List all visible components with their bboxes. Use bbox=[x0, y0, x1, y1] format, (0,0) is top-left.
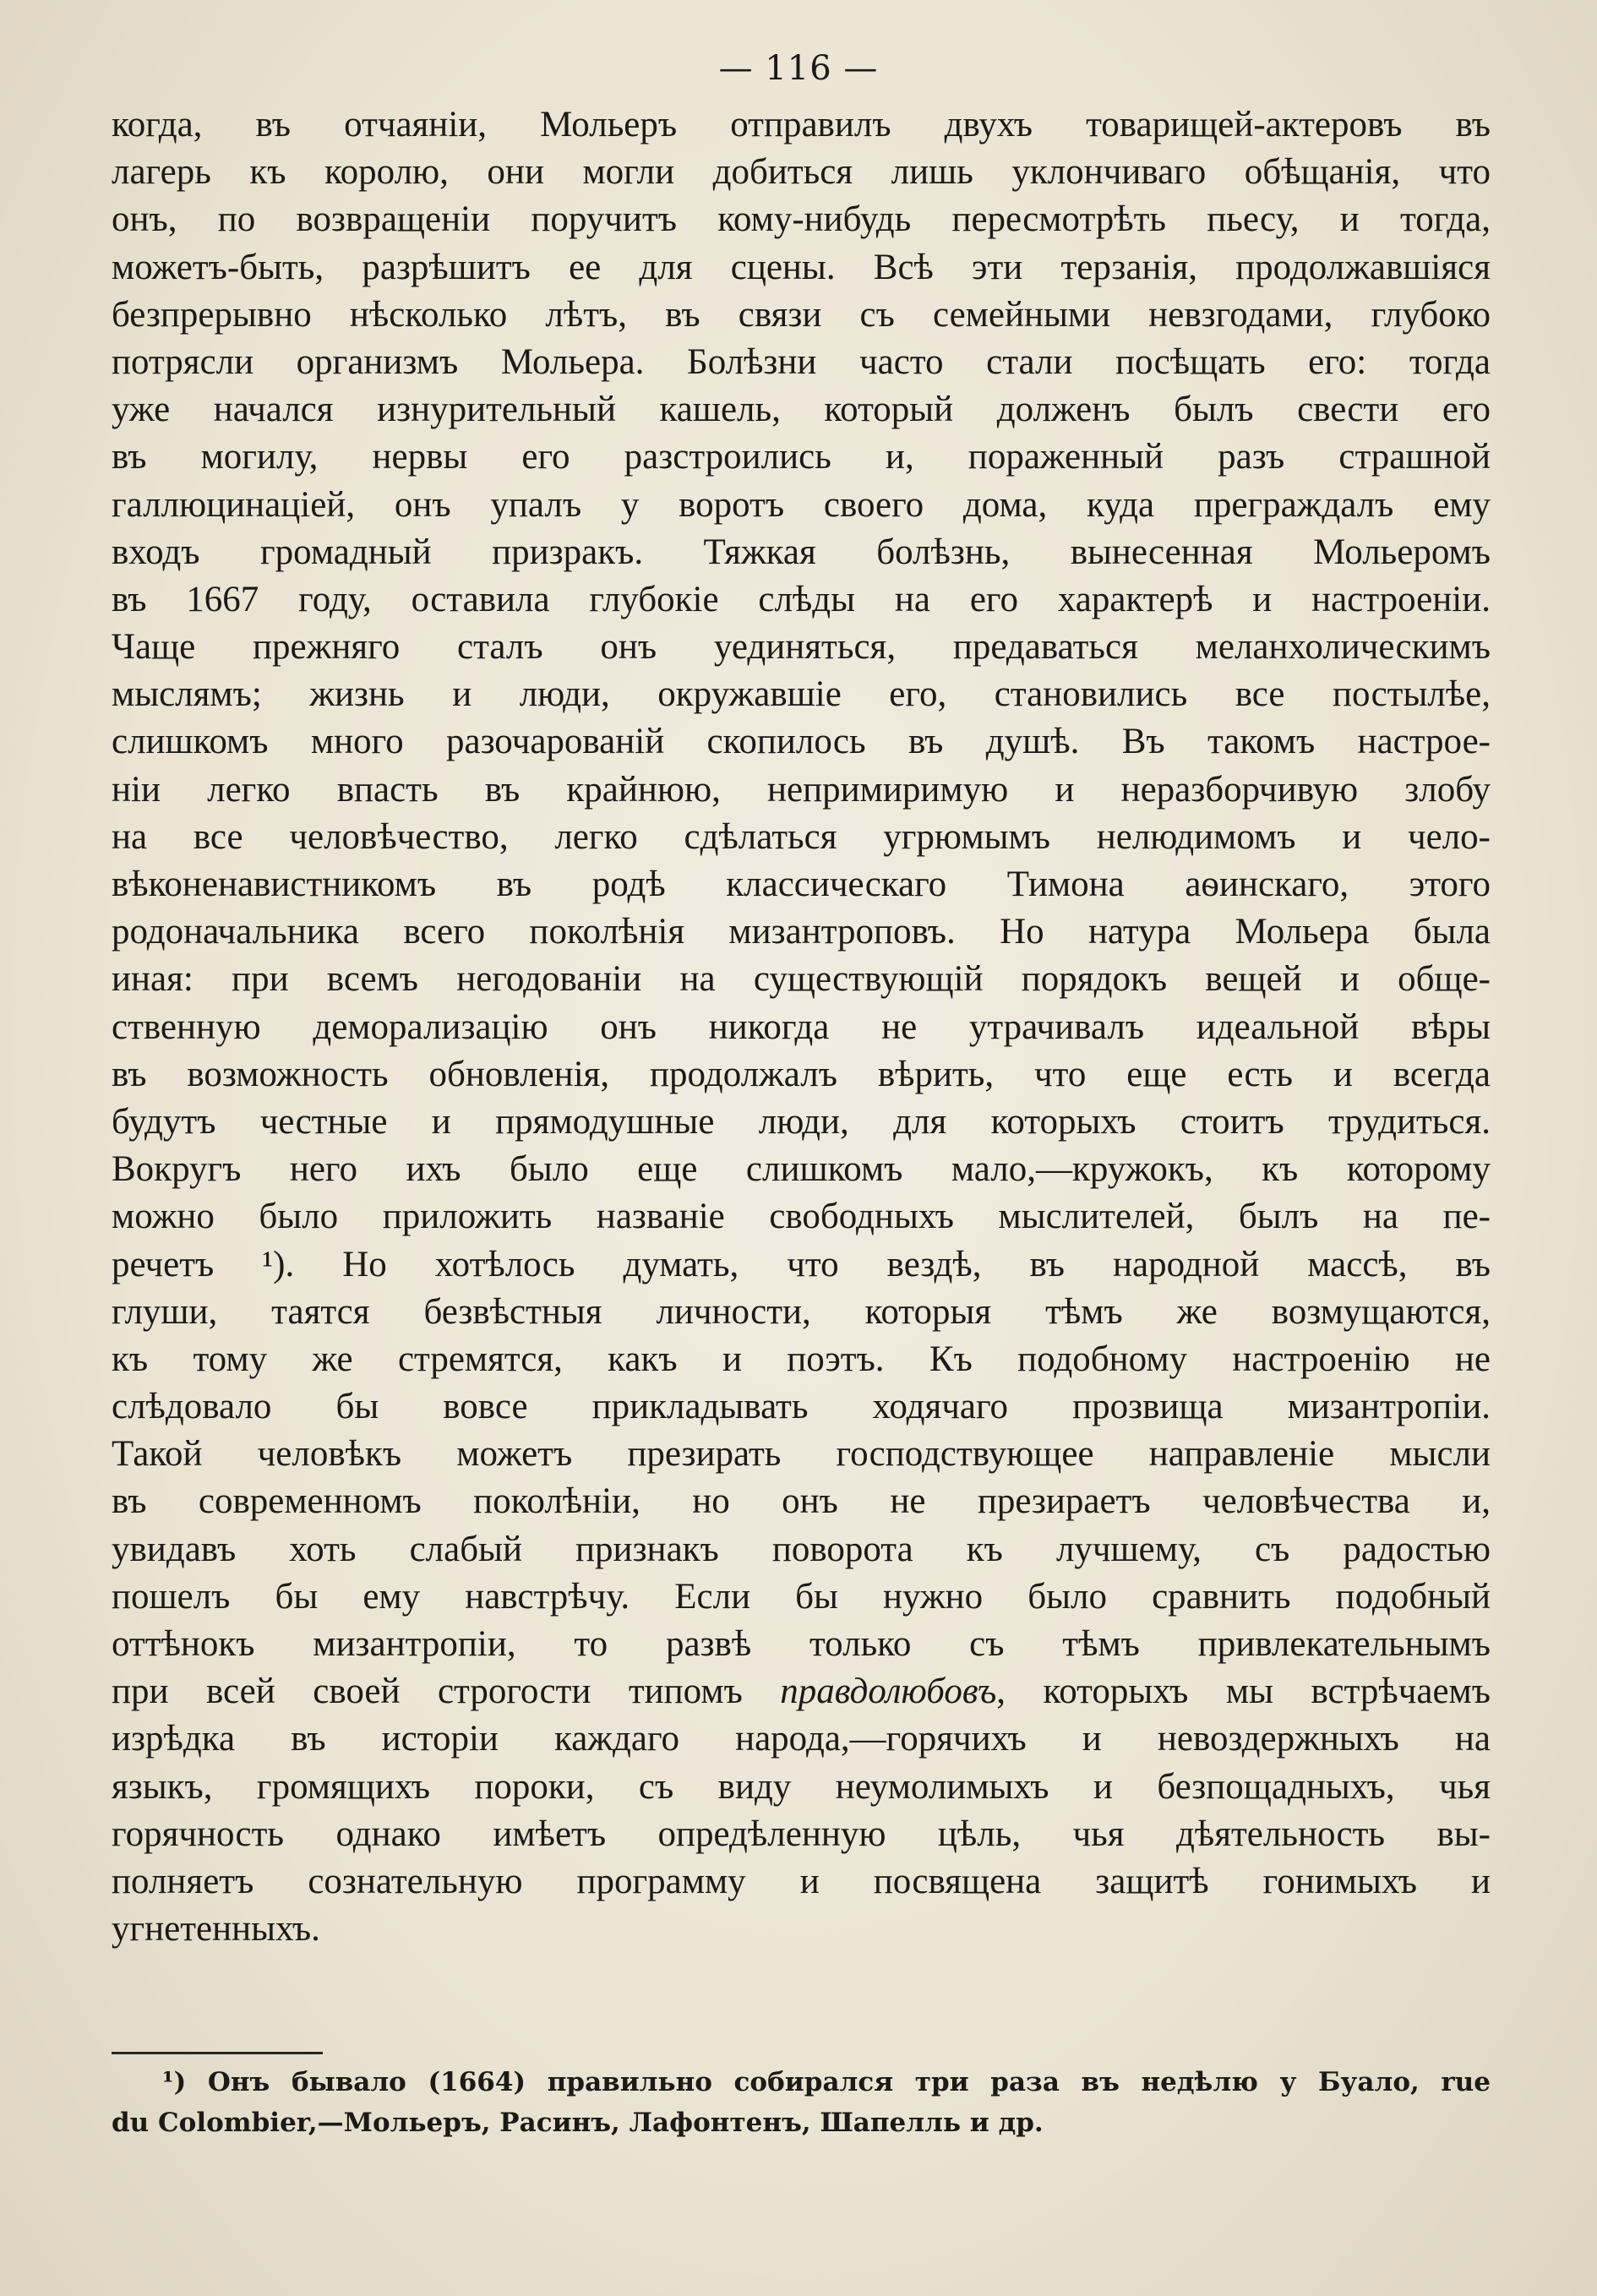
text-line: мыслямъ; жизнь и люди, окружавшіе его, становились все постылѣе, bbox=[112, 674, 1491, 715]
text-line: слишкомъ много разочарованій скопилось въ душѣ. Въ такомъ настрое- bbox=[112, 722, 1491, 762]
text-line: въ могилу, нервы его разстроились и, пораженный разъ страшной bbox=[112, 437, 1491, 477]
text-line: въ возможность обновленія, продолжалъ вѣрить, что еще есть и всегда bbox=[112, 1054, 1491, 1094]
text-line: можетъ-быть, разрѣшитъ ее для сцены. Всѣ эти терзанія, продолжавшіяся bbox=[112, 247, 1491, 287]
text-line: полняетъ сознательную программу и посвящена защитѣ гонимыхъ и bbox=[112, 1861, 1491, 1901]
text-line: будутъ честные и прямодушные люди, для которыхъ стоитъ трудиться. bbox=[112, 1101, 1491, 1142]
text-line: увидавъ хоть слабый признакъ поворота къ лучшему, съ радостью bbox=[112, 1529, 1491, 1569]
text-line: изрѣдка въ исторіи каждаго народа,—горячихъ и невоздержныхъ на bbox=[112, 1719, 1491, 1759]
text-line: ніи легко впасть въ крайнюю, непримиримую и неразборчивую злобу bbox=[112, 769, 1491, 810]
text-line: на все человѣчество, легко сдѣлаться угрюмымъ нелюдимомъ и чело- bbox=[112, 816, 1491, 857]
text-line: можно было приложить названіе свободныхъ мыслителей, былъ на пе- bbox=[112, 1197, 1491, 1237]
page-number: — 116 — bbox=[718, 49, 879, 88]
text-line: Чаще прежняго сталъ онъ уединяться, предаваться меланхолическимъ bbox=[112, 627, 1491, 668]
text-line: оттѣнокъ мизантропіи, то развѣ только съ тѣмъ привлекательнымъ bbox=[112, 1624, 1491, 1664]
text-line: безпрерывно нѣсколько лѣтъ, въ связи съ семейными невзгодами, глубоко bbox=[112, 294, 1491, 335]
text-line: въ 1667 году, оставила глубокіе слѣды на его характерѣ и настроеніи. bbox=[112, 579, 1491, 619]
text-line: потрясли организмъ Мольера. Болѣзни часто стали посѣщать его: тогда bbox=[112, 341, 1491, 382]
footnote-line: du Colombier,—Мольеръ, Расинъ, Лафонтенъ, Шапелль и др. bbox=[112, 2108, 1044, 2138]
text-line: слѣдовало бы вовсе прикладывать ходячаго прозвища мизантропіи. bbox=[112, 1387, 1491, 1427]
footnote-line: ¹) Онъ бывало (1664) правильно собирался три раза въ недѣлю у Буало, rue bbox=[162, 2067, 1491, 2097]
text-line: уже начался изнурительный кашель, который долженъ былъ свести его bbox=[112, 390, 1491, 430]
text-line: Вокругъ него ихъ было еще слишкомъ мало,—кружокъ, къ которому bbox=[112, 1149, 1491, 1190]
text-line: Такой человѣкъ можетъ презирать господствующее направленіе мысли bbox=[112, 1434, 1491, 1475]
text-line: глуши, таятся безвѣстныя личности, которыя тѣмъ же возмущаются, bbox=[112, 1291, 1491, 1332]
text-line: въ современномъ поколѣніи, но онъ не презираетъ человѣчества и, bbox=[112, 1481, 1491, 1522]
text-line-with-emphasis bbox=[112, 1668, 1491, 1715]
text-line: пошелъ бы ему навстрѣчу. Если бы нужно было сравнить подобный bbox=[112, 1576, 1491, 1617]
main-text bbox=[112, 101, 1491, 1953]
text-segment: , которыхъ мы встрѣчаемъ bbox=[996, 1672, 1491, 1712]
text-line: входъ громадный призракъ. Тяжкая болѣзнь, вынесенная Мольеромъ bbox=[112, 532, 1491, 572]
text-line: къ тому же стремятся, какъ и поэтъ. Къ подобному настроенію не bbox=[112, 1339, 1491, 1379]
text-line: вѣконенавистникомъ въ родѣ классическаго Тимона аѳинскаго, этого bbox=[112, 864, 1491, 904]
text-line: ственную деморализацію онъ никогда не утрачивалъ идеальной вѣры bbox=[112, 1006, 1491, 1047]
footnotes bbox=[112, 2062, 1491, 2143]
text-line: горячность однако имѣетъ опредѣленную цѣль, чья дѣятельность вы- bbox=[112, 1813, 1491, 1854]
text-line: угнетенныхъ. bbox=[112, 1909, 320, 1950]
text-line: онъ, по возвращеніи поручитъ кому-нибудь пересмотрѣть пьесу, и тогда, bbox=[112, 199, 1491, 240]
text-line: иная: при всемъ негодованіи на существующій порядокъ вещей и обще- bbox=[112, 959, 1491, 1000]
emphasized-word: правдолюбовъ bbox=[780, 1672, 997, 1712]
text-line: когда, въ отчаяніи, Мольеръ отправилъ двухъ товарищей-актеровъ въ bbox=[112, 105, 1491, 145]
text-line: речетъ ¹). Но хотѣлось думать, что вездѣ, въ народной массѣ, въ bbox=[112, 1244, 1491, 1284]
text-segment: при всей своей строгости типомъ bbox=[112, 1672, 781, 1712]
text-line: родоначальника всего поколѣнія мизантроповъ. Но натура Мольера была bbox=[112, 912, 1491, 952]
text-line: языкъ, громящихъ пороки, съ виду неумолимыхъ и безпощадныхъ, чья bbox=[112, 1766, 1491, 1807]
text-line: лагерь къ королю, они могли добиться лишь уклончиваго обѣщанія, что bbox=[112, 152, 1491, 193]
footnote-divider bbox=[112, 2052, 323, 2054]
text-line: галлюцинаціей, онъ упалъ у воротъ своего дома, куда преграждалъ ему bbox=[112, 484, 1491, 525]
